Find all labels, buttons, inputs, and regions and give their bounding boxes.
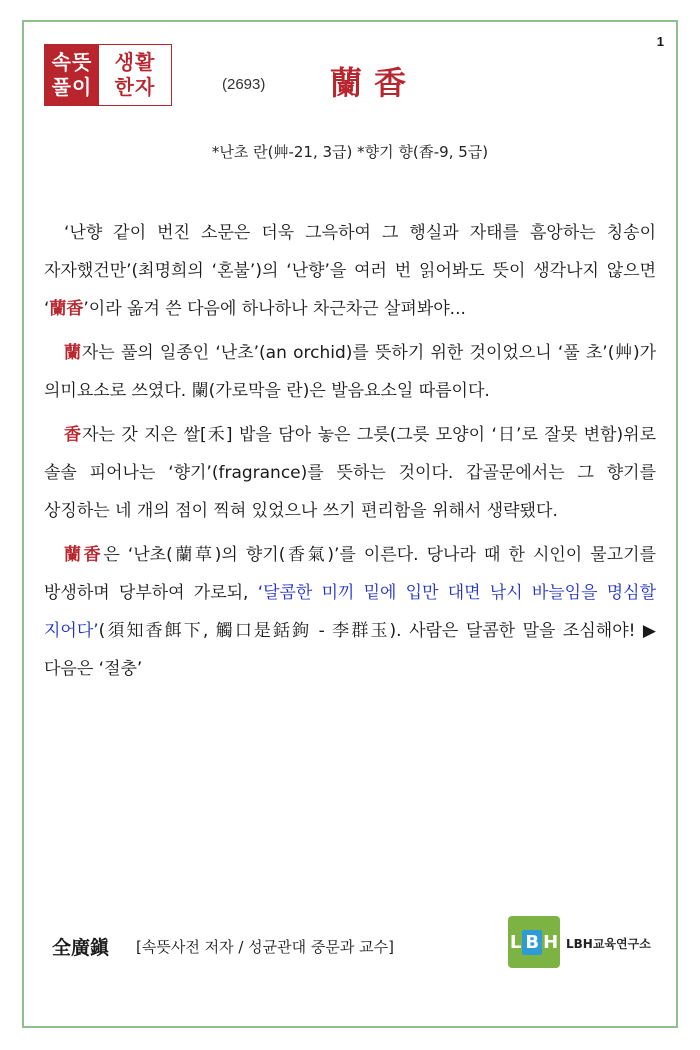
paragraph-1 xyxy=(44,214,656,328)
p4-text-d: (須知香餌下, 觸口是銛鉤 - 李群玉). 사람은 달콤한 말을 조심해야! ▶ 다음은 ‘절충’ xyxy=(44,621,656,679)
article-body xyxy=(44,214,656,694)
paragraph-3 xyxy=(44,416,656,530)
logo-text-1: 속뜻 xyxy=(51,50,93,74)
p1-text-c: ’이라 옮겨 쓴 다음에 하나하나 차근차근 살펴봐야... xyxy=(83,299,466,319)
institute-name: LBH교육연구소 xyxy=(566,937,651,951)
p1-text-a: ‘난향 같이 번진 소문은 더욱 그윽하여 그 행실과 자태를 흠앙하는 칭송이 자자했건만’(최명희의 ‘혼불’)의 ‘난향’을 여러 번 읽어봐도 뜻이 생각나지 않으면 ‘ xyxy=(44,223,656,319)
institute-logo-icon xyxy=(508,916,560,968)
logo-right-block xyxy=(99,45,171,105)
p2-highlight: 蘭 xyxy=(64,343,82,363)
logo-text-4: 한자 xyxy=(114,75,156,99)
logo-text-3: 생활 xyxy=(114,50,156,74)
page-number: 1 xyxy=(656,34,664,49)
author-name: 全廣鎭 xyxy=(52,937,110,959)
author-description: [속뜻사전 저자 / 성균관대 중문과 교수] xyxy=(136,938,394,956)
paragraph-4 xyxy=(44,536,656,688)
p4-highlight: 蘭香 xyxy=(64,545,104,565)
logo-letter-b: B xyxy=(522,930,542,955)
p4-quote: ‘달콤한 미끼 밑에 입만 대면 낚시 바늘임을 명심할 지어다’ xyxy=(44,583,657,641)
logo-letter-l: L xyxy=(509,931,522,953)
page-title: 蘭香 xyxy=(330,64,419,102)
p1-highlight: 蘭香 xyxy=(49,299,84,319)
paragraph-2 xyxy=(44,334,656,410)
p4-text-b: 은 ‘난초(蘭草)의 향기(香氣)’를 이른다. 당나라 때 한 시인이 물고기를 방생하며 당부하여 가로되, xyxy=(44,545,656,603)
p2-text: 자는 풀의 일종인 ‘난초’(an orchid)를 뜻하기 위한 것이었으니 ‘풀 초’(艸)가 의미요소로 쓰였다. 闌(가로막을 란)은 발음요소일 따름이다. xyxy=(44,343,657,401)
article-number: (2693) xyxy=(222,76,266,93)
character-info: *난초 란(艸-21, 3급) *향기 향(香-9, 5급) xyxy=(211,143,489,161)
series-logo xyxy=(44,44,172,106)
p3-text: 자는 갓 지은 쌀[禾] 밥을 담아 놓은 그릇(그릇 모양이 ‘日’로 잘못 변함)위로 솔솔 피어나는 ‘향기’(fragrance)를 뜻하는 것이다. 갑골문에서는 그 향기를 상징하는 네 개의 점이 찍혀 있었으나 쓰기 편리함을 위해서 생략됐다. xyxy=(44,425,656,521)
logo-text-2: 풀이 xyxy=(51,75,93,99)
p3-highlight: 香 xyxy=(64,425,83,445)
logo-letter-h: H xyxy=(543,931,559,953)
logo-left-block xyxy=(45,45,99,105)
